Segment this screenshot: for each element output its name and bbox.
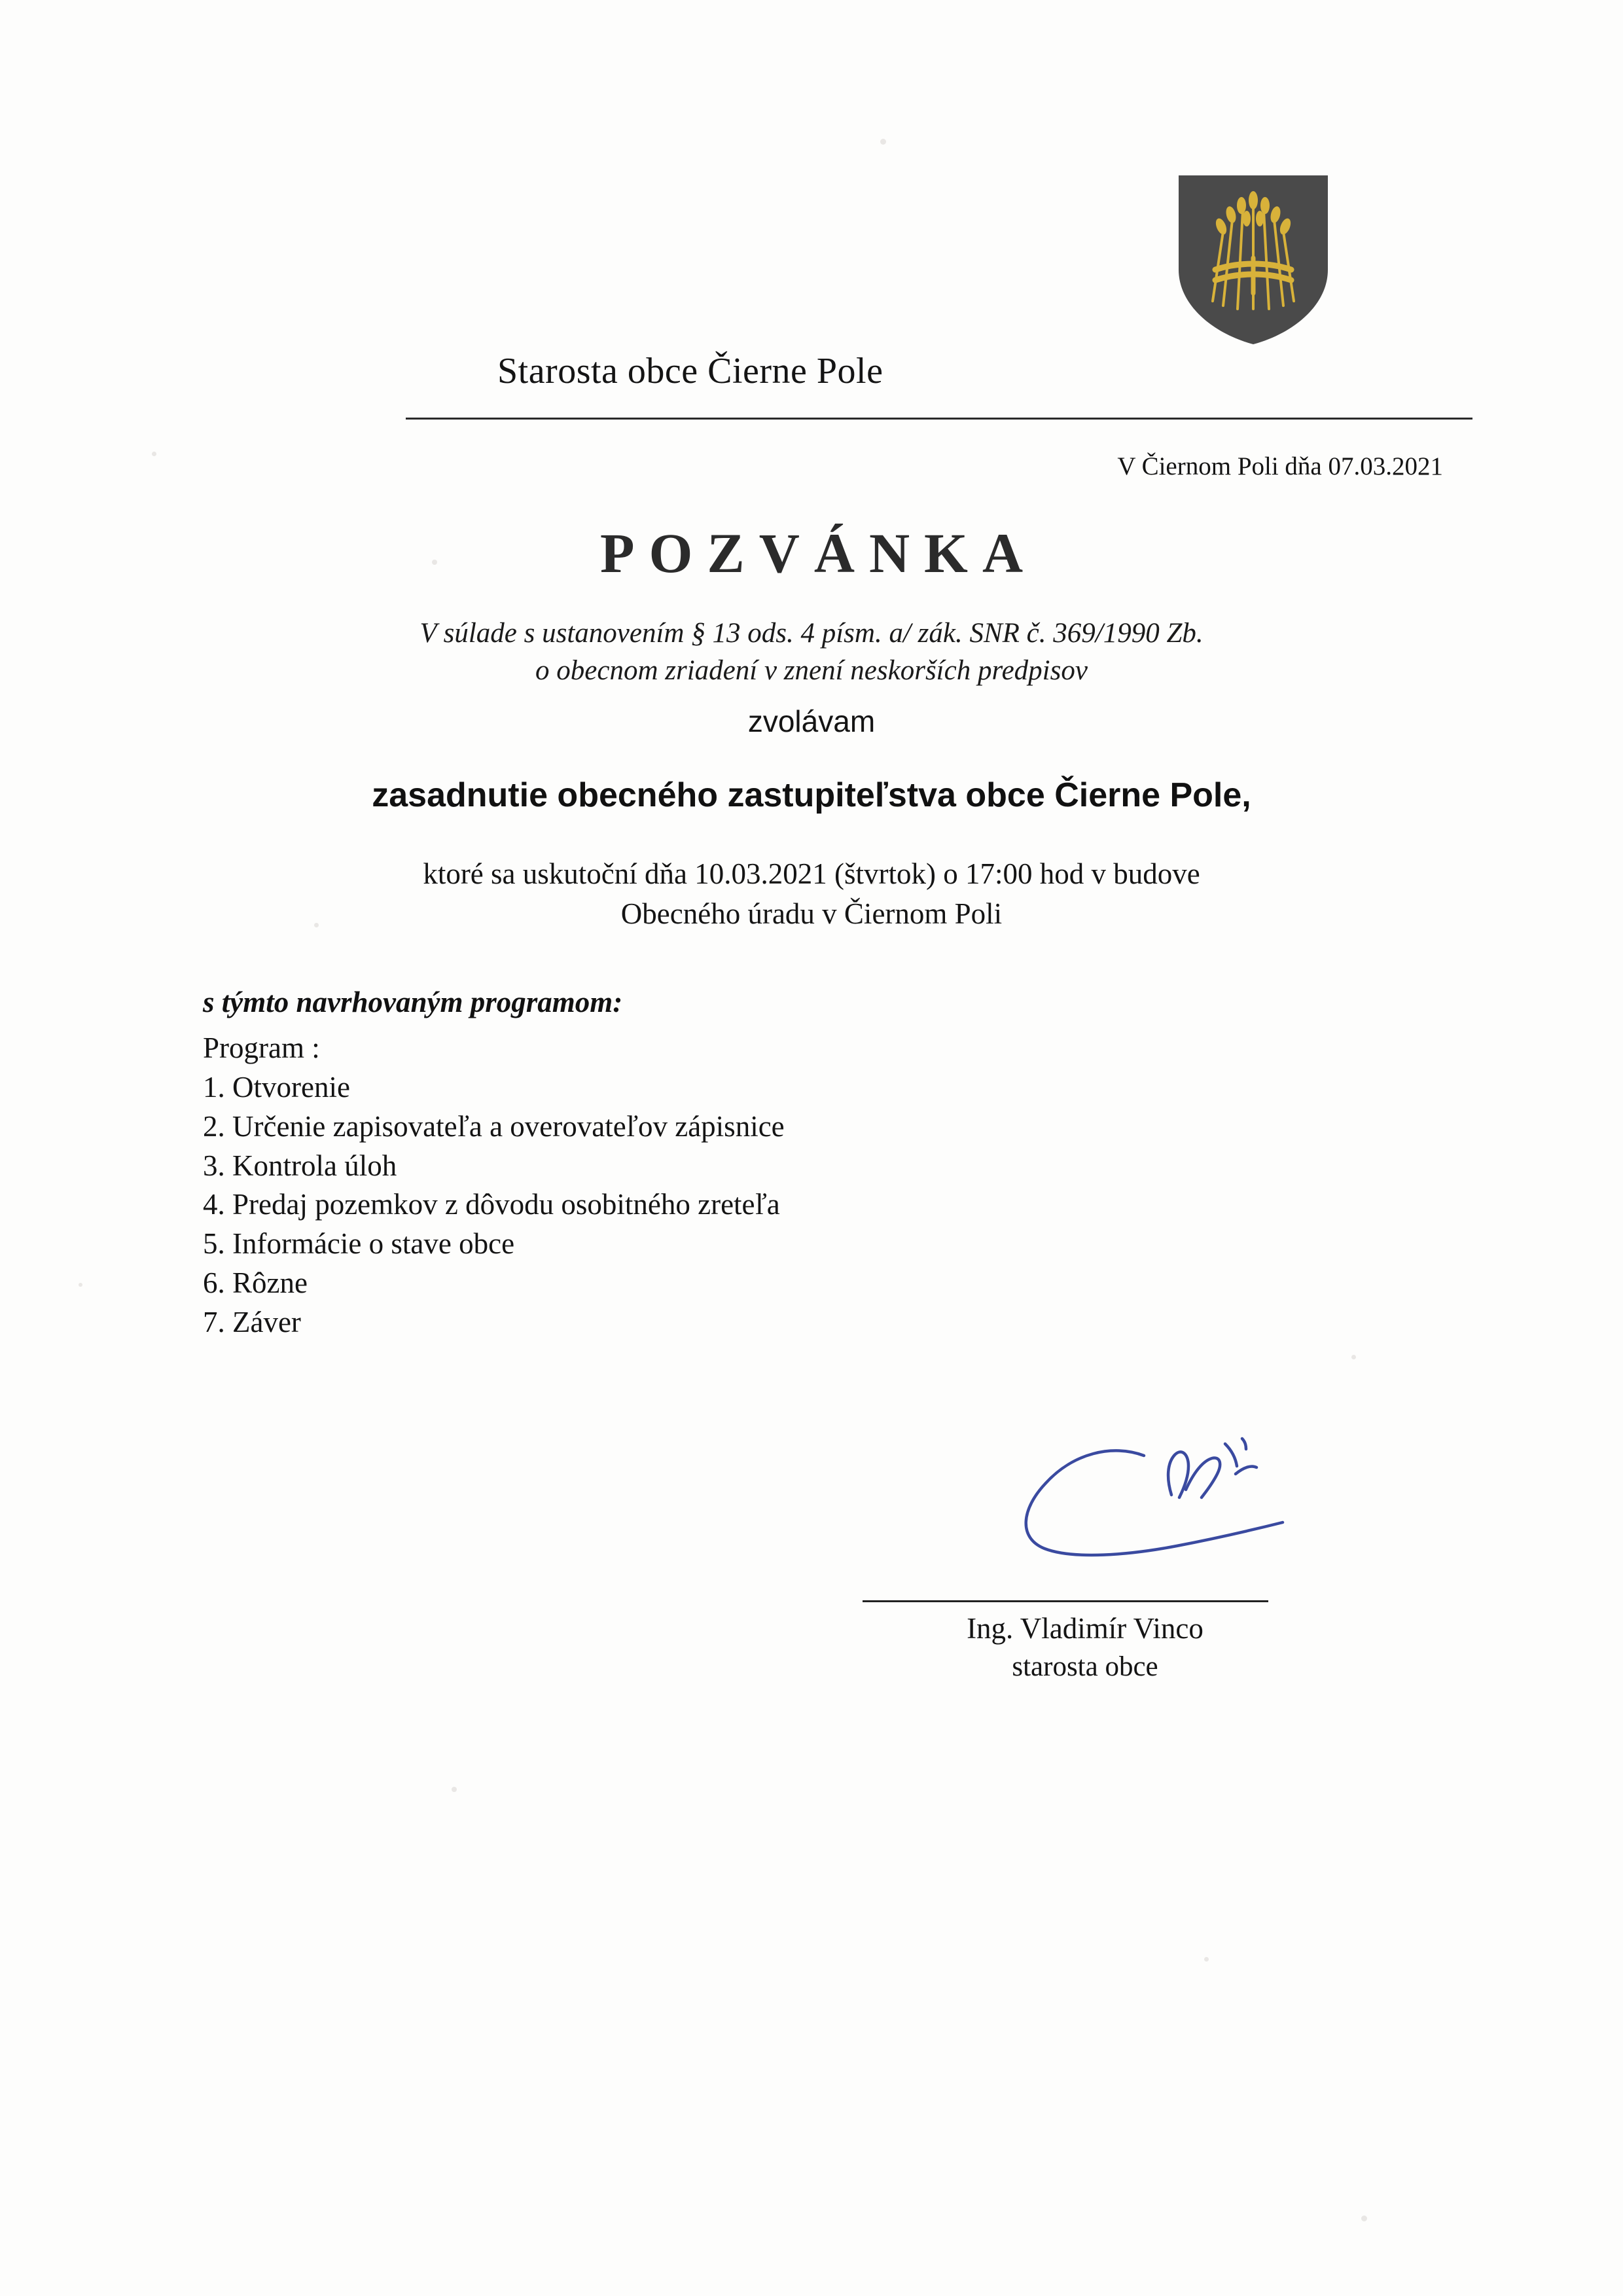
program-label: Program :: [203, 1031, 320, 1064]
list-item: 3. Kontrola úloh: [203, 1149, 397, 1182]
legal-basis: [0, 615, 1623, 690]
place-and-date: V Čiernom Poli dňa 07.03.2021: [1117, 452, 1443, 480]
program-list: [203, 1029, 785, 1342]
scan-speck: [79, 1283, 82, 1287]
list-item: 1. Otvorenie: [203, 1070, 350, 1103]
signer-role: starosta obce: [1012, 1651, 1158, 1682]
list-item: 2. Určenie zapisovateľa a overovateľov zápisnice: [203, 1109, 785, 1143]
wheat-sheaf-crest-icon: [1175, 171, 1332, 348]
meeting-datetime-line-2: Obecného úradu v Čiernom Poli: [620, 897, 1003, 930]
program-heading: s týmto navrhovaným programom:: [203, 986, 623, 1018]
signer-name: Ing. Vladimír Vinco: [967, 1612, 1204, 1645]
scan-speck: [1204, 1957, 1209, 1962]
list-item: 6. Rôzne: [203, 1266, 308, 1300]
list-item: 7. Záver: [203, 1305, 301, 1338]
scan-speck: [1351, 1355, 1356, 1359]
document-title: POZVÁNKA: [599, 522, 1038, 584]
meeting-datetime: [0, 854, 1623, 934]
list-item: 4. Predaj pozemkov z dôvodu osobitného zreteľa: [203, 1188, 780, 1221]
scan-speck: [452, 1787, 457, 1792]
scan-speck: [152, 452, 156, 456]
header-divider: [406, 418, 1472, 420]
handwritten-signature: [975, 1427, 1315, 1590]
meeting-datetime-line-1: ktoré sa uskutoční dňa 10.03.2021 (štvrtok) o 17:00 hod v budove: [423, 857, 1200, 890]
page-title: Starosta obce Čierne Pole: [497, 351, 883, 391]
scan-speck: [880, 139, 886, 145]
list-item: 5. Informácie o stave obce: [203, 1227, 515, 1261]
meeting-subject: zasadnutie obecného zastupiteľstva obce Čierne Pole,: [372, 776, 1251, 814]
signature-line: [863, 1600, 1268, 1602]
convene-word: zvolávam: [747, 704, 876, 738]
legal-basis-line-1: V súlade s ustanovením § 13 ods. 4 písm. a/ zák. SNR č. 369/1990 Zb.: [419, 618, 1204, 649]
legal-basis-line-2: o obecnom zriadení v znení neskorších predpisov: [535, 655, 1088, 686]
scan-speck: [1361, 2215, 1367, 2221]
